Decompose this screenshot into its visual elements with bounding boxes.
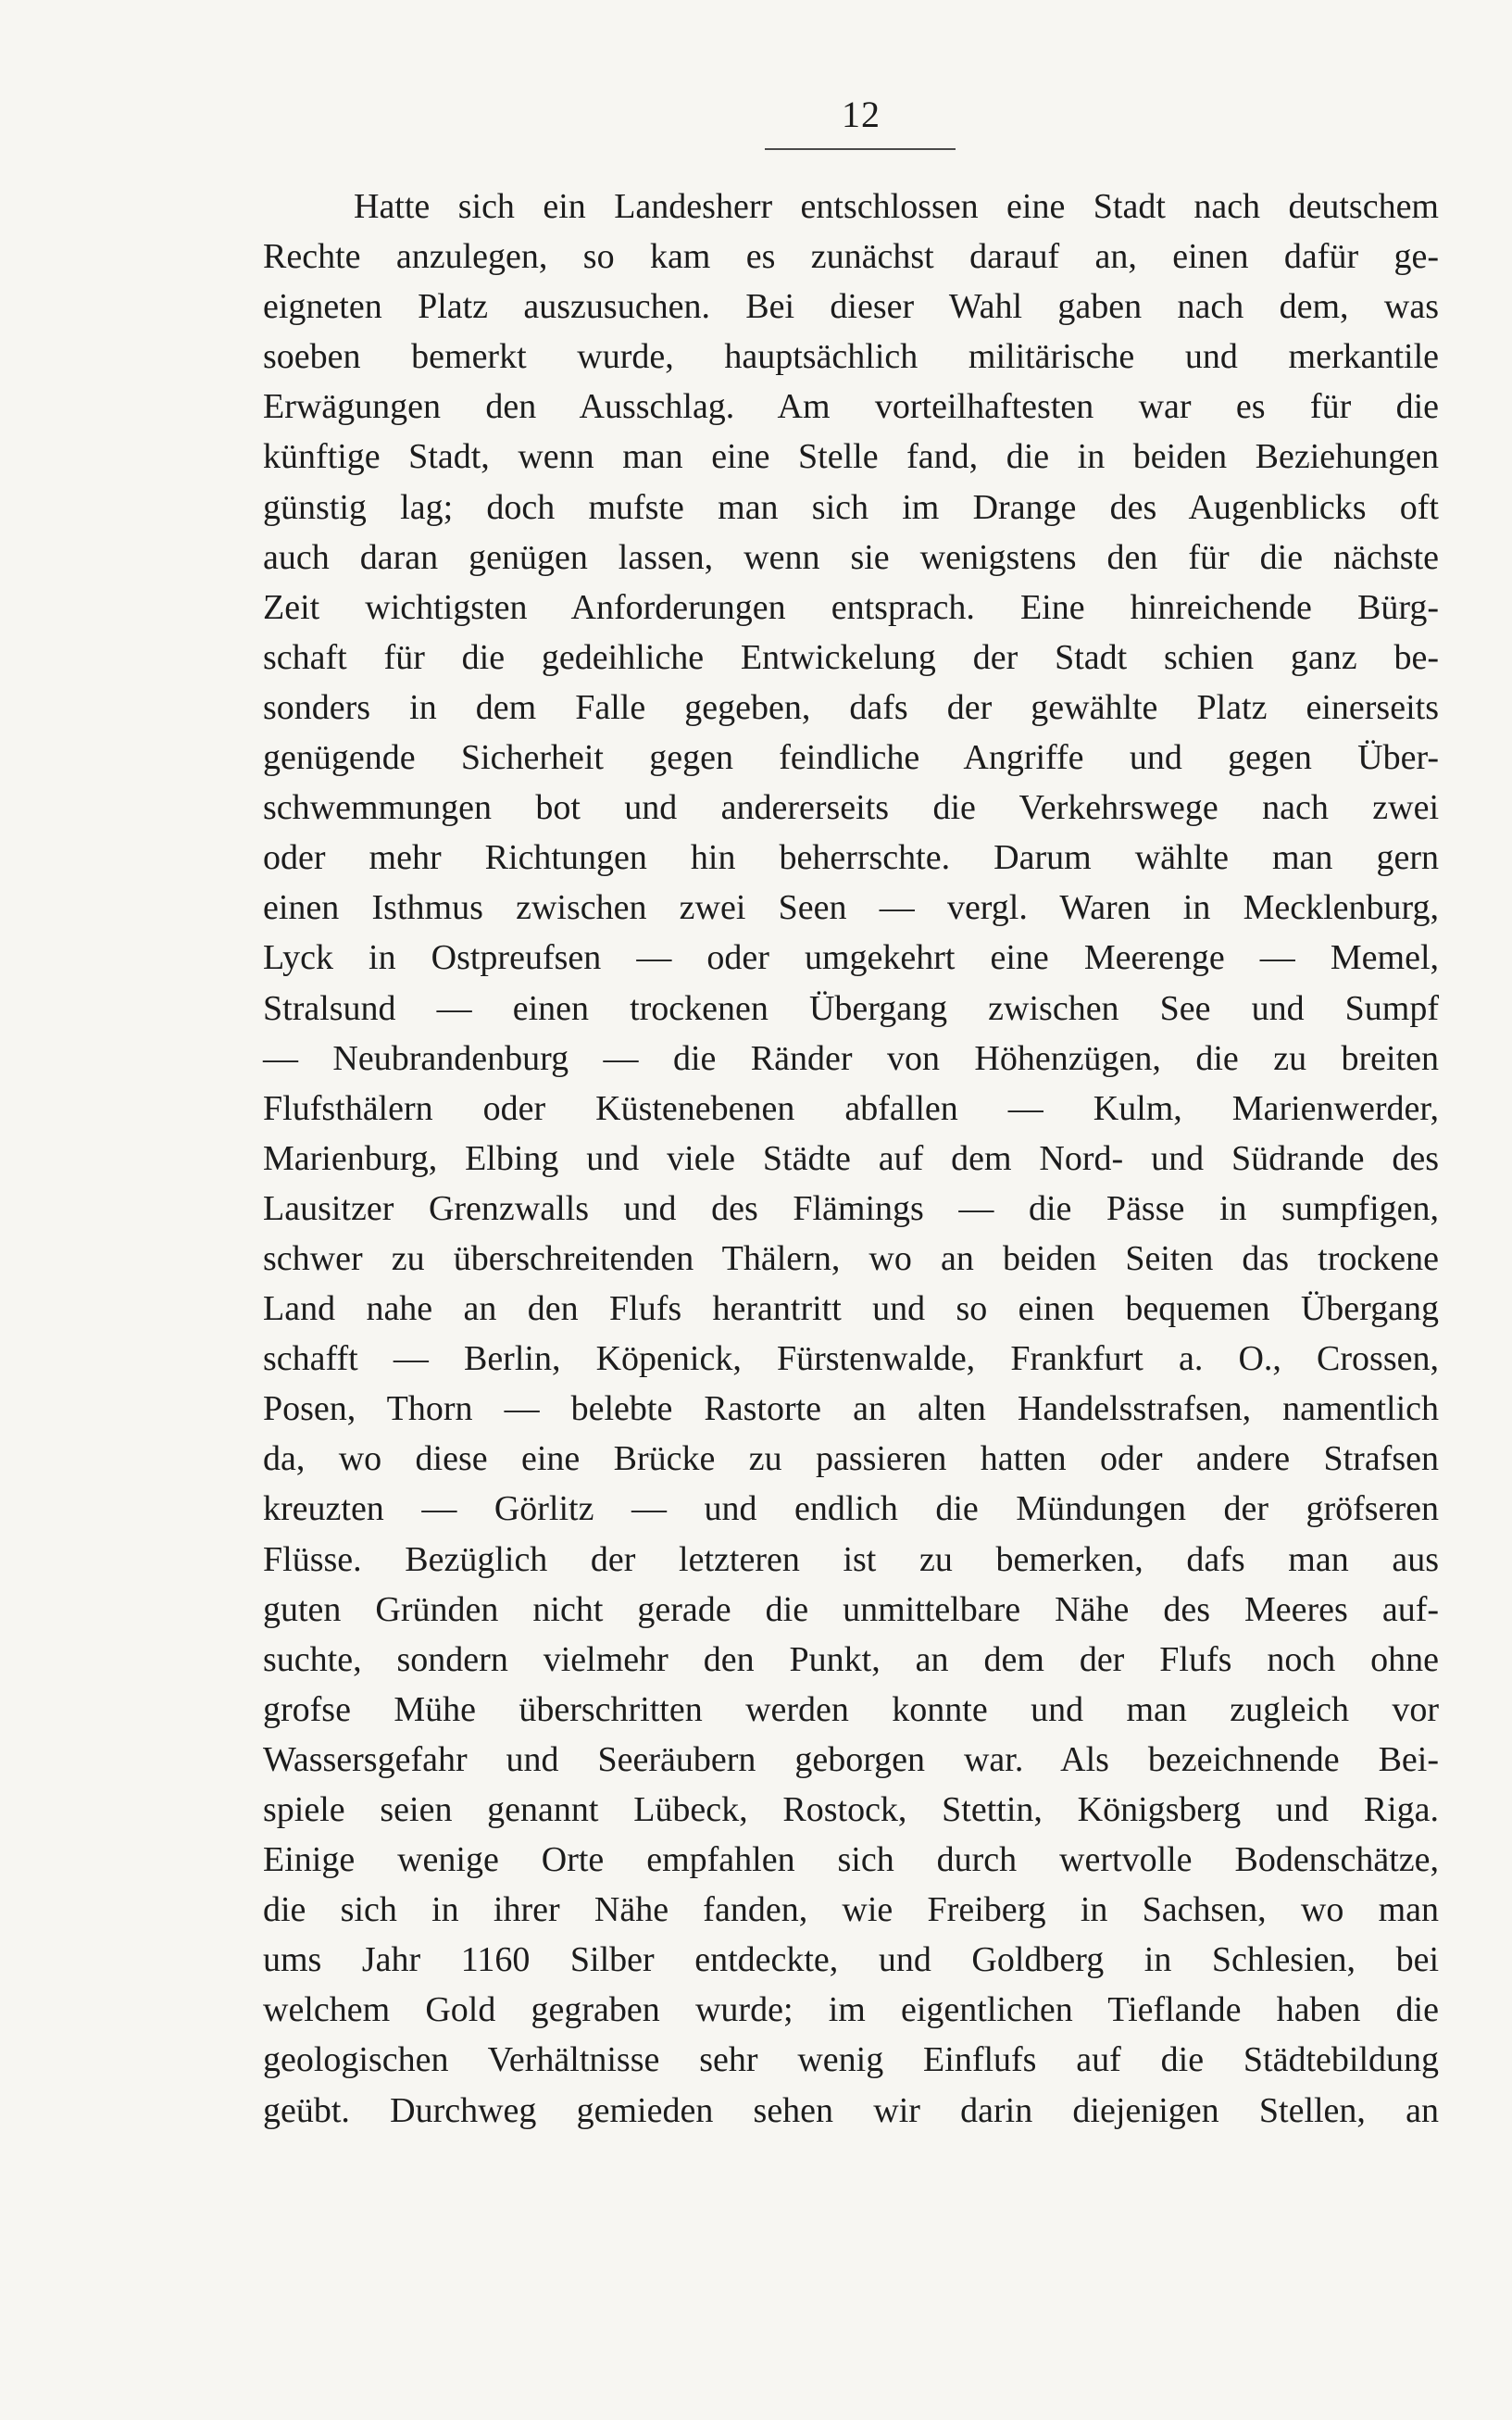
text-line: günstig lag; doch mufste man sich im Drange des Augenblicks oft xyxy=(263,487,1439,527)
text-line: die sich in ihrer Nähe fanden, wie Freiberg in Sachsen, wo man xyxy=(263,1890,1439,1930)
text-line: oder mehr Richtungen hin beherrschte. Darum wählte man gern xyxy=(263,838,1439,878)
text-line: Hatte sich ein Landesherr entschlossen eine Stadt nach deutschem xyxy=(354,187,1439,226)
text-line: auch daran genügen lassen, wenn sie wenigstens den für die nächste xyxy=(263,537,1439,577)
text-line: schaft für die gedeihliche Entwickelung der Stadt schien ganz be- xyxy=(263,637,1439,677)
page-number: 12 xyxy=(842,94,881,135)
text-line: eigneten Platz auszusuchen. Bei dieser Wahl gaben nach dem, was xyxy=(263,287,1439,327)
text-line: Flufsthälern oder Küstenebenen abfallen — Kulm, Marienwerder, xyxy=(263,1088,1439,1128)
text-line: suchte, sondern vielmehr den Punkt, an dem der Flufs noch ohne xyxy=(263,1639,1439,1679)
text-line: Stralsund — einen trockenen Übergang zwischen See und Sumpf xyxy=(263,988,1439,1028)
text-line: Flüsse. Bezüglich der letzteren ist zu bemerken, dafs man aus xyxy=(263,1539,1439,1579)
text-line: Wassersgefahr und Seeräubern geborgen war. Als bezeichnende Bei- xyxy=(263,1739,1439,1779)
text-line: Lausitzer Grenzwalls und des Flämings — die Pässe in sumpfigen, xyxy=(263,1188,1439,1228)
text-line: Zeit wichtigsten Anforderungen entsprach. Eine hinreichende Bürg- xyxy=(263,587,1439,627)
text-line: soeben bemerkt wurde, hauptsächlich militärische und merkantile xyxy=(263,337,1439,377)
text-line: genügende Sicherheit gegen feindliche Angriffe und gegen Über- xyxy=(263,738,1439,778)
text-line: kreuzten — Görlitz — und endlich die Mündungen der gröfseren xyxy=(263,1489,1439,1529)
text-line: geologischen Verhältnisse sehr wenig Einflufs auf die Städtebildung xyxy=(263,2040,1439,2080)
text-line: Marienburg, Elbing und viele Städte auf dem Nord- und Südrande des xyxy=(263,1138,1439,1178)
text-line: Lyck in Ostpreufsen — oder umgekehrt eine Meerenge — Memel, xyxy=(263,938,1439,978)
text-line: schwer zu überschreitenden Thälern, wo an beiden Seiten das trockene xyxy=(263,1238,1439,1278)
text-line: Rechte anzulegen, so kam es zunächst darauf an, einen dafür ge- xyxy=(263,237,1439,277)
text-line: grofse Mühe überschritten werden konnte und man zugleich vor xyxy=(263,1689,1439,1729)
header-rule xyxy=(765,148,956,150)
text-line: guten Gründen nicht gerade die unmittelbare Nähe des Meeres auf- xyxy=(263,1589,1439,1629)
text-line: Erwägungen den Ausschlag. Am vorteilhaftesten war es für die xyxy=(263,387,1439,427)
text-line: sonders in dem Falle gegeben, dafs der gewählte Platz einerseits xyxy=(263,687,1439,727)
text-line: ums Jahr 1160 Silber entdeckte, und Goldberg in Schlesien, bei xyxy=(263,1940,1439,1980)
text-line: — Neubrandenburg — die Ränder von Höhenzügen, die zu breiten xyxy=(263,1038,1439,1078)
text-line: Einige wenige Orte empfahlen sich durch wertvolle Bodenschätze, xyxy=(263,1840,1439,1880)
body-text xyxy=(263,182,1439,2136)
text-line: da, wo diese eine Brücke zu passieren hatten oder andere Strafsen xyxy=(263,1439,1439,1479)
text-line: schafft — Berlin, Köpenick, Fürstenwalde, Frankfurt a. O., Crossen, xyxy=(263,1339,1439,1379)
text-line: schwemmungen bot und andererseits die Verkehrswege nach zwei xyxy=(263,788,1439,828)
text-line: einen Isthmus zwischen zwei Seen — vergl. Waren in Mecklenburg, xyxy=(263,888,1439,928)
text-line: spiele seien genannt Lübeck, Rostock, Stettin, Königsberg und Riga. xyxy=(263,1790,1439,1829)
text-line: Land nahe an den Flufs herantritt und so einen bequemen Übergang xyxy=(263,1289,1439,1329)
text-line: welchem Gold gegraben wurde; im eigentlichen Tieflande haben die xyxy=(263,1990,1439,2030)
text-line: geübt. Durchweg gemieden sehen wir darin diejenigen Stellen, an xyxy=(263,2090,1439,2130)
text-line: Posen, Thorn — belebte Rastorte an alten Handelsstrafsen, namentlich xyxy=(263,1389,1439,1429)
text-line: künftige Stadt, wenn man eine Stelle fand, die in beiden Beziehungen xyxy=(263,437,1439,477)
